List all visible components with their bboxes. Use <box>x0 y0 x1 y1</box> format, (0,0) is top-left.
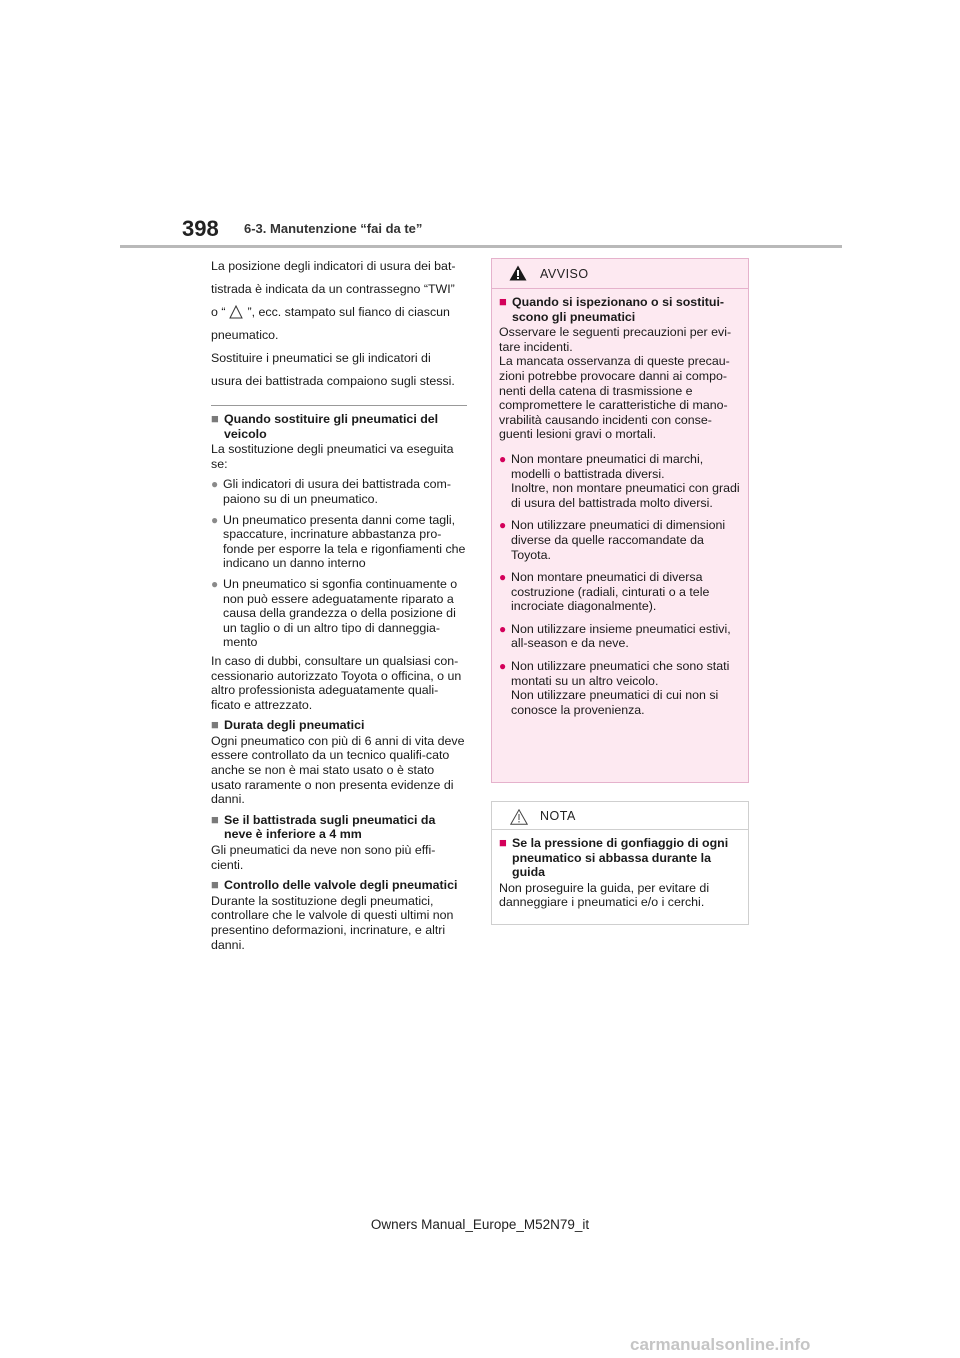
square-bullet-icon: ■ <box>499 294 507 309</box>
list-item <box>499 518 742 562</box>
warning-triangle-icon <box>509 265 527 281</box>
square-bullet-icon: ■ <box>211 717 219 733</box>
intro-text <box>211 259 467 388</box>
section-divider <box>211 405 467 406</box>
paragraph: In caso di dubbi, consultare un qualsiasi con-cessionario autorizzato Toyota o officina, o un altro professionista adeguatamente quali-ficato e attrezzato. <box>211 653 462 712</box>
note-box-body <box>492 830 748 910</box>
list-item <box>499 452 742 510</box>
watermark: carmanualsonline.info <box>630 1335 811 1354</box>
list-item-content <box>511 659 742 717</box>
heading-text: Controllo delle valvole degli pneumatici <box>224 878 458 893</box>
list-item-text: Non utilizzare pneumatici di dimensioni diverse da quelle raccomandate da Toyota. <box>511 518 726 562</box>
section-heading <box>211 718 467 733</box>
list-item-text: Gli indicatori di usura dei battistrada com-paiono su di un pneumatico. <box>223 477 451 506</box>
warning-box-body <box>492 289 748 717</box>
list-item-text: Non utilizzare pneumatici di cui non si conosce la provenienza. <box>511 688 719 717</box>
section-heading <box>499 295 742 324</box>
list-item-text: Un pneumatico presenta danni come tagli, spaccature, incrinature abbastanza pro-fonde per esporre la tela e rigonfiamenti che indicano un danno interno <box>223 512 466 571</box>
note-label: NOTA <box>540 809 576 823</box>
square-bullet-icon: ■ <box>211 411 219 426</box>
intro-line-end: ”, ecc. stampato sul fianco di ciascun <box>247 305 450 319</box>
section-heading <box>211 412 467 441</box>
list-item-text: Non montare pneumatici di marchi, modelli o battistrada diversi. <box>511 451 704 481</box>
paragraph: Durante la sostituzione degli pneumatici, controllare che le valvole di questi ultimi non presentino deformazioni, incrinature, e altri danni. <box>211 893 454 952</box>
circle-bullet-icon: ● <box>499 451 507 466</box>
list-item-text: Un pneumatico si sgonfia continuamente o non può essere adeguatamente riparato a causa della grandezza o della posizione di un taglio o di un altro tipo di danneggia-mento <box>223 576 458 650</box>
intro-line: pneumatico. <box>211 328 279 342</box>
section-heading <box>211 813 467 842</box>
intro-line <box>211 305 467 319</box>
circle-bullet-icon: ● <box>499 518 507 533</box>
warning-box <box>491 258 749 783</box>
paragraph: La mancata osservanza di queste precau-zioni potrebbe provocare danni ai compo-nenti della catena di trasmissione e compromettere le caratteristiche di mano-vrabilità causando incidenti con conse-guenti lesioni gravi o mortali. <box>499 354 730 442</box>
section-heading <box>499 836 742 880</box>
list-item <box>211 477 467 506</box>
paragraph: La sostituzione degli pneumatici va eseguita se: <box>211 442 454 471</box>
paragraph: Ogni pneumatico con più di 6 anni di vita deve essere controllato da un tecnico qualifi-cato anche se non è mai stato usato o è stato usato raramente o non presenta evidenze di danni. <box>211 733 465 807</box>
circle-bullet-icon: ● <box>499 659 507 674</box>
section-title: 6-3. Manutenzione “fai da te” <box>244 221 423 236</box>
warning-label: AVVISO <box>540 267 589 281</box>
note-box <box>491 801 749 925</box>
paragraph: Non proseguire la guida, per evitare di danneggiare i pneumatici e/o i cerchi. <box>499 880 710 910</box>
circle-bullet-icon: ● <box>211 512 219 527</box>
list-item <box>211 577 467 650</box>
list-item <box>499 659 742 717</box>
circle-bullet-icon: ● <box>211 477 219 492</box>
header-rule <box>120 245 842 248</box>
left-column <box>211 259 467 958</box>
list-item-content <box>511 452 742 510</box>
square-bullet-icon: ■ <box>211 877 219 893</box>
heading-text: Durata degli pneumatici <box>224 718 365 733</box>
intro-line-start: o “ <box>211 305 226 319</box>
heading-text: Se il battistrada sugli pneumatici da neve è inferiore a 4 mm <box>224 812 436 842</box>
list-item-text: Inoltre, non montare pneumatici con gradi di usura del battistrada molto diversi. <box>511 481 740 510</box>
circle-bullet-icon: ● <box>499 621 507 636</box>
intro-line: usura dei battistrada compaiono sugli stessi. <box>211 374 455 388</box>
circle-bullet-icon: ● <box>499 570 507 585</box>
caution-triangle-icon <box>510 809 528 825</box>
paragraph: Osservare le seguenti precauzioni per evi-tare incidenti. <box>499 325 732 354</box>
heading-text: Se la pressione di gonfiaggio di ogni pneumatico si abbassa durante la guida <box>512 836 729 880</box>
square-bullet-icon: ■ <box>499 835 507 850</box>
tread-wear-triangle-icon <box>229 305 243 319</box>
list-item-text: Non montare pneumatici di diversa costruzione (radiali, cinturati o a tele incrociate diagonalmente). <box>511 570 710 614</box>
list-item-text: Non utilizzare pneumatici che sono stati montati su un altro veicolo. <box>511 659 730 688</box>
heading-text: Quando sostituire gli pneumatici del veicolo <box>224 412 439 441</box>
square-bullet-icon: ■ <box>211 811 219 827</box>
warning-box-header <box>492 259 748 289</box>
page-number: 398 <box>182 216 219 241</box>
heading-text: Quando si ispezionano o si sostitui-scono gli pneumatici <box>512 295 725 324</box>
list-item-text: Non utilizzare insieme pneumatici estivi, all-season e da neve. <box>511 621 731 651</box>
intro-line: tistrada è indicata da un contrassegno “TWI” <box>211 282 455 296</box>
section-heading <box>211 878 467 893</box>
list-item <box>499 622 742 651</box>
list-item <box>211 513 467 571</box>
circle-bullet-icon: ● <box>211 576 219 591</box>
paragraph: Gli pneumatici da neve non sono più effi-cienti. <box>211 843 436 872</box>
intro-line: La posizione degli indicatori di usura dei bat- <box>211 259 456 273</box>
list-item <box>499 570 742 614</box>
intro-line: Sostituire i pneumatici se gli indicatori di <box>211 351 431 365</box>
note-box-header <box>492 802 748 830</box>
footer-text: Owners Manual_Europe_M52N79_it <box>370 1217 590 1232</box>
